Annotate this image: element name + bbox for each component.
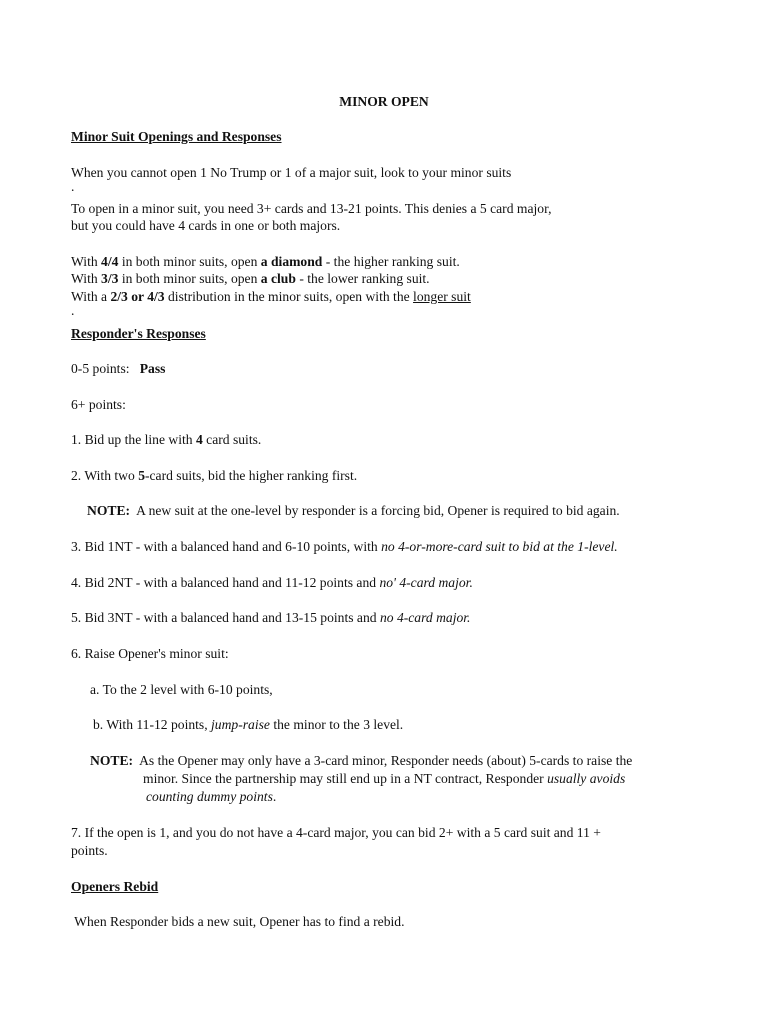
note-line: NOTE: A new suit at the one-level by responder is a forcing bid, Opener is required to bid again. xyxy=(87,503,620,518)
response-subline: a. To the 2 level with 6-10 points, xyxy=(90,682,273,697)
paragraph-line: To open in a minor suit, you need 3+ cards and 13-21 points. This denies a 5 card major, xyxy=(71,201,552,216)
response-line: 4. Bid 2NT - with a balanced hand and 11-12 points and no' 4-card major. xyxy=(71,575,473,590)
paragraph-line: but you could have 4 cards in one or both majors. xyxy=(71,218,341,233)
response-line: 0-5 points: Pass xyxy=(71,361,166,376)
note-line: NOTE: As the Opener may only have a 3-card minor, Responder needs (about) 5-cards to raise the xyxy=(90,753,633,768)
page-title: MINOR OPEN xyxy=(339,94,429,109)
response-line: 6. Raise Opener's minor suit: xyxy=(71,646,229,661)
rule-line-longer-suit: With a 2/3 or 4/3 distribution in the minor suits, open with the longer suit xyxy=(71,289,471,304)
paragraph-line: When you cannot open 1 No Trump or 1 of a major suit, look to your minor suits xyxy=(71,165,512,180)
note-line: minor. Since the partnership may still end up in a NT contract, Responder usually avoids xyxy=(143,771,626,786)
paragraph-line: When Responder bids a new suit, Opener has to find a rebid. xyxy=(71,914,405,929)
note-line: counting dummy points. xyxy=(146,789,277,804)
paragraph-line: . xyxy=(71,179,75,194)
response-line: 2. With two 5-card suits, bid the higher ranking first. xyxy=(71,468,358,483)
rule-line-diamond: With 4/4 in both minor suits, open a diamond - the higher ranking suit. xyxy=(71,254,460,269)
section-heading-responders-responses: Responder's Responses xyxy=(71,326,206,341)
response-line: 5. Bid 3NT - with a balanced hand and 13-15 points and no 4-card major. xyxy=(71,610,471,625)
section-heading-minor-suit-openings: Minor Suit Openings and Responses xyxy=(71,129,282,144)
response-line: 3. Bid 1NT - with a balanced hand and 6-10 points, with no 4-or-more-card suit to bid at the 1-level. xyxy=(71,539,618,554)
response-line: 7. If the open is 1, and you do not have a 4-card major, you can bid 2+ with a 5 card suit and 11 + xyxy=(71,825,601,840)
response-line: 6+ points: xyxy=(71,397,126,412)
response-subline: b. With 11-12 points, jump-raise the minor to the 3 level. xyxy=(93,717,404,732)
section-heading-openers-rebid: Openers Rebid xyxy=(71,879,159,894)
paragraph-line: . xyxy=(71,303,75,318)
response-line: 1. Bid up the line with 4 card suits. xyxy=(71,432,262,447)
rule-line-club: With 3/3 in both minor suits, open a club - the lower ranking suit. xyxy=(71,271,430,286)
response-line: points. xyxy=(71,843,108,858)
